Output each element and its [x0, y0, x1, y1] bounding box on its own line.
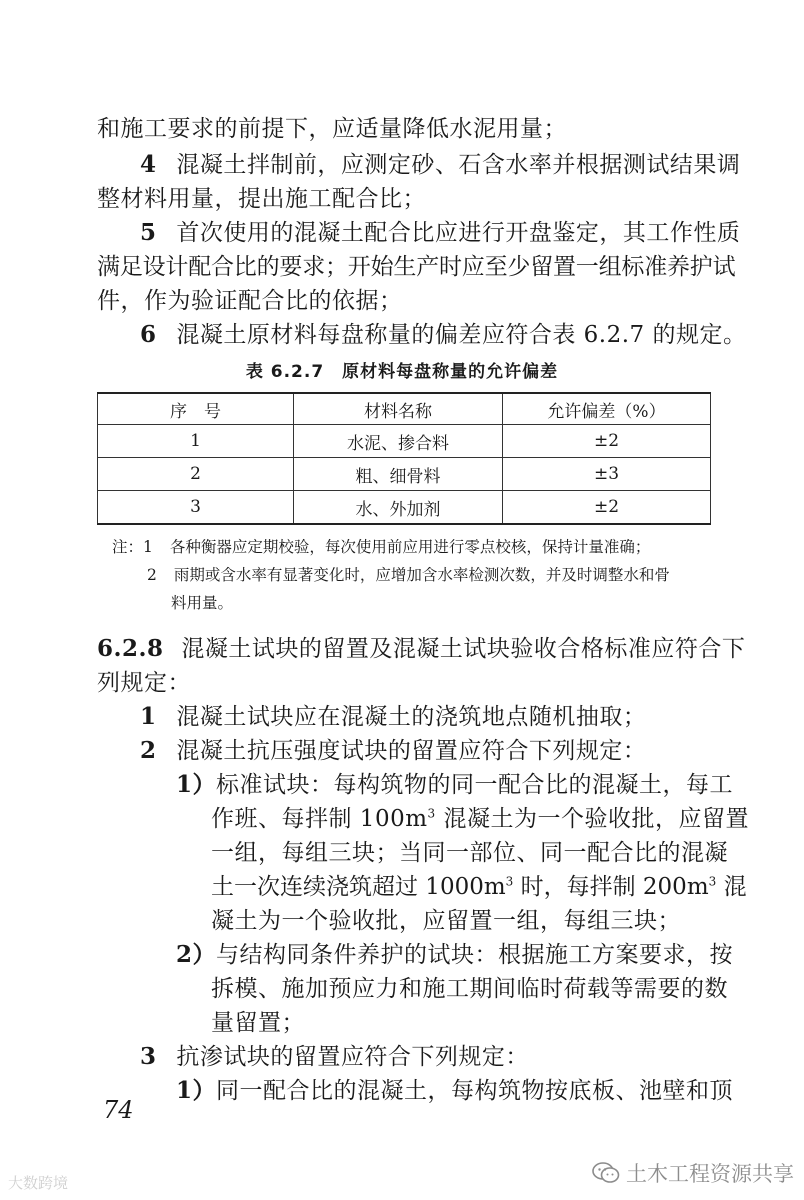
body-line: 满足设计配合比的要求；开始生产时应至少留置一组标准养护试 — [97, 254, 736, 280]
sub-sub-item-2 — [176, 938, 733, 972]
cell-name: 水泥、掺合料 — [294, 425, 503, 458]
note-number: 1 — [143, 538, 153, 556]
table-note-2-cont: 料用量。 — [171, 594, 234, 612]
item-number: 1） — [176, 1077, 217, 1104]
sub-sub-item-1 — [176, 768, 733, 802]
column-header: 材料名称 — [294, 393, 503, 425]
sub-item-3 — [140, 1040, 529, 1074]
cell-tolerance: ±2 — [503, 425, 711, 458]
cell-no: 3 — [98, 491, 294, 525]
page-number: 74 — [103, 1096, 134, 1124]
cell-name: 水、外加剂 — [294, 491, 503, 525]
item-text: 混凝土试块应在混凝土的浇筑地点随机抽取； — [176, 704, 647, 730]
body-line: 整材料用量，提出施工配合比； — [97, 186, 426, 212]
text-fragment: 时，每拌制 200m — [513, 874, 709, 900]
item-5 — [140, 216, 740, 250]
watermark-left: 大数跨境 — [8, 1174, 69, 1192]
table-note-1 — [112, 534, 650, 560]
item-number: 3 — [140, 1043, 157, 1070]
body-line: 拆模、施加预应力和施工期间临时荷载等需要的数 — [211, 976, 728, 1002]
table-note-2 — [147, 562, 670, 588]
item-text: 同一配合比的混凝土，每构筑物按底板、池壁和顶 — [216, 1078, 734, 1104]
item-text: 抗渗试块的留置应符合下列规定： — [176, 1044, 529, 1070]
section-text: 混凝土试块的留置及混凝土试块验收合格标准应符合下 — [181, 636, 746, 662]
item-text: 标准试块：每构筑物的同一配合比的混凝土，每工 — [216, 772, 734, 798]
body-line — [211, 802, 749, 836]
item-number: 2 — [140, 737, 157, 764]
superscript: 3 — [505, 874, 514, 889]
watermark-text: 土木工程资源共享 — [626, 1162, 794, 1186]
item-text: 混凝土抗压强度试块的留置应符合下列规定： — [176, 738, 647, 764]
item-number: 2） — [176, 941, 217, 968]
column-header: 序 号 — [98, 393, 294, 425]
text-fragment: 混凝土为一个验收批，应留置 — [435, 806, 749, 832]
text-fragment: 土一次连续浇筑超过 1000m — [211, 874, 506, 900]
body-line — [211, 870, 747, 904]
body-line: 和施工要求的前提下，应适量降低水泥用量； — [97, 116, 567, 142]
table-title: 表 6.2.7 原材料每盘称量的允许偏差 — [245, 362, 559, 382]
item-number: 6 — [140, 321, 157, 348]
note-text: 雨期或含水率有显著变化时，应增加含水率检测次数，并及时调整水和骨 — [173, 566, 670, 584]
table-row — [98, 458, 711, 491]
cell-name: 粗、细骨料 — [294, 458, 503, 491]
item-6 — [140, 318, 746, 352]
table-row — [98, 491, 711, 525]
watermark-right — [592, 1158, 794, 1188]
item-number: 1 — [140, 703, 157, 730]
item-number: 1） — [176, 771, 217, 798]
item-text: 混凝土原材料每盘称量的偏差应符合表 6.2.7 的规定。 — [176, 322, 747, 348]
sub-sub-item-3 — [176, 1074, 733, 1108]
superscript: 3 — [708, 874, 717, 889]
table-header-row — [98, 393, 711, 425]
item-number: 5 — [140, 219, 157, 246]
cell-no: 2 — [98, 458, 294, 491]
body-line: 件，作为验证配合比的依据； — [97, 288, 403, 314]
column-header: 允许偏差（%） — [503, 393, 711, 425]
body-line: 一组，每组三块；当同一部位、同一配合比的混凝 — [211, 840, 728, 866]
body-line: 凝土为一个验收批，应留置一组，每组三块； — [211, 908, 681, 934]
cell-no: 1 — [98, 425, 294, 458]
note-label: 注： — [112, 538, 144, 556]
text-fragment: 作班、每拌制 100m — [211, 806, 428, 832]
item-text: 首次使用的混凝土配合比应进行开盘鉴定，其工作性质 — [176, 220, 741, 246]
table-row — [98, 425, 711, 458]
superscript: 3 — [427, 806, 436, 821]
section-6-2-8 — [97, 632, 745, 666]
body-line: 列规定： — [97, 670, 191, 696]
tolerance-table — [97, 392, 711, 525]
item-text: 混凝土拌制前，应测定砂、石含水率并根据测试结果调 — [176, 152, 741, 178]
section-number: 6.2.8 — [97, 635, 164, 662]
cell-tolerance: ±3 — [503, 458, 711, 491]
sub-item-1 — [140, 700, 646, 734]
item-text: 与结构同条件养护的试块：根据施工方案要求，按 — [216, 942, 734, 968]
cell-tolerance: ±2 — [503, 491, 711, 525]
sub-item-2 — [140, 734, 646, 768]
item-number: 4 — [140, 151, 157, 178]
item-4 — [140, 148, 740, 182]
text-fragment: 混 — [716, 874, 747, 900]
note-text: 各种衡器应定期校验，每次使用前应用进行零点校核，保持计量准确； — [169, 538, 651, 556]
note-number: 2 — [147, 566, 157, 584]
body-line: 量留置； — [211, 1010, 305, 1036]
wechat-icon — [592, 1162, 620, 1184]
